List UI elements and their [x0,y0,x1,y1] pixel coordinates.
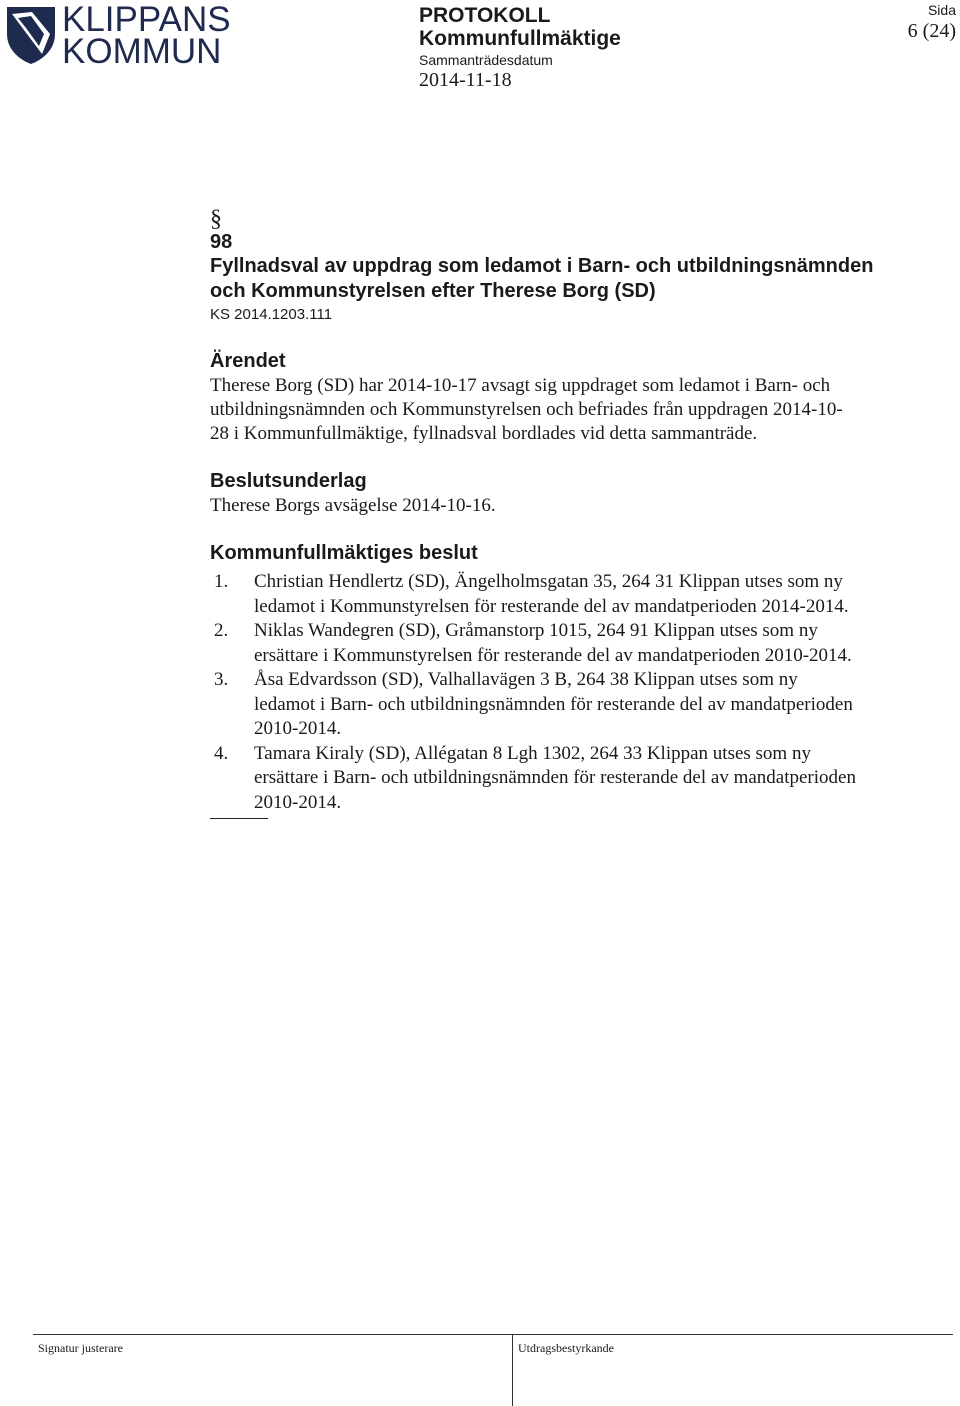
case-number: KS 2014.1203.111 [210,306,333,323]
date-label: Sammanträdesdatum [419,52,553,68]
arendet-heading: Ärendet [210,350,286,372]
underlag-heading: Beslutsunderlag [210,470,367,492]
logo-line-2: KOMMUN [62,32,222,71]
paragraph-title [210,254,930,304]
decision-number: 4. [214,742,229,764]
decision-list [210,570,930,815]
klippan-logo [4,0,231,71]
decision-line: Tamara Kiraly (SD), Allégatan 8 Lgh 1302, 264 33 Klippan utses som ny [254,742,811,764]
decision-line: 2010-2014. [254,791,342,813]
decision-line: ledamot i Barn- och utbildningsnämnden för resterande del av mandatperioden [254,693,853,715]
arendet-section [210,348,930,446]
end-of-paragraph-rule [210,818,268,819]
signature-field-label: Signatur justerare [38,1341,123,1355]
decision-number: 2. [214,620,229,641]
decision-item [210,668,930,742]
decision-line: Åsa Edvardsson (SD), Valhallavägen 3 B, 264 38 Klippan utses som ny [254,669,798,690]
decision-item [210,570,930,619]
footer-divider [512,1334,513,1406]
decision-item [210,742,930,816]
body-name: Kommunfullmäktige [419,27,621,50]
page-number: 6 (24) [907,20,956,42]
logo-wordmark [62,0,231,71]
coat-of-arms-icon [4,4,58,66]
underlag-text: Therese Borgs avsägelse 2014-10-16. [210,495,496,516]
decision-line: ersättare i Kommunstyrelsen för resterande del av mandatperioden 2010-2014. [254,644,852,666]
beslut-heading: Kommunfullmäktiges beslut [210,542,478,564]
text-line: utbildningsnämnden och Kommunstyrelsen och befriades från uppdragen 2014-10- [210,399,843,420]
decision-number: 3. [214,669,229,690]
paragraph-number: 98 [210,231,233,253]
decision-number: 1. [214,571,229,592]
section-sign: § [210,206,222,232]
paragraph-title-line: och Kommunstyrelsen efter Therese Borg (SD) [210,280,656,302]
document-type: PROTOKOLL [419,4,551,27]
meeting-date: 2014-11-18 [419,69,512,91]
footer-rule [33,1334,953,1335]
text-line: Therese Borg (SD) har 2014-10-17 avsagt sig uppdraget som ledamot i Barn- och [210,375,831,396]
decision-line: ledamot i Kommunstyrelsen för resterande del av mandatperioden 2014-2014. [254,595,849,617]
text-line: 28 i Kommunfullmäktige, fyllnadsval bordlades vid detta sammanträde. [210,423,758,444]
underlag-section [210,468,930,518]
decision-line: 2010-2014. [254,718,342,739]
decision-line: Niklas Wandegren (SD), Gråmanstorp 1015, 264 91 Klippan utses som ny [254,620,818,641]
arendet-text [210,374,930,446]
decision-item [210,619,930,668]
decision-line: Christian Hendlertz (SD), Ängelholmsgatan 35, 264 31 Klippan utses som ny [254,571,843,592]
certification-field-label: Utdragsbestyrkande [518,1341,614,1355]
decision-line: ersättare i Barn- och utbildningsnämnden för resterande del av mandatperioden [254,767,856,788]
logo-line-1: KLIPPANS [62,0,231,39]
page-label: Sida [927,2,956,18]
beslut-section [210,540,930,815]
paragraph-body [210,208,930,815]
paragraph-title-line: Fyllnadsval av uppdrag som ledamot i Barn- och utbildningsnämnden [210,255,874,277]
